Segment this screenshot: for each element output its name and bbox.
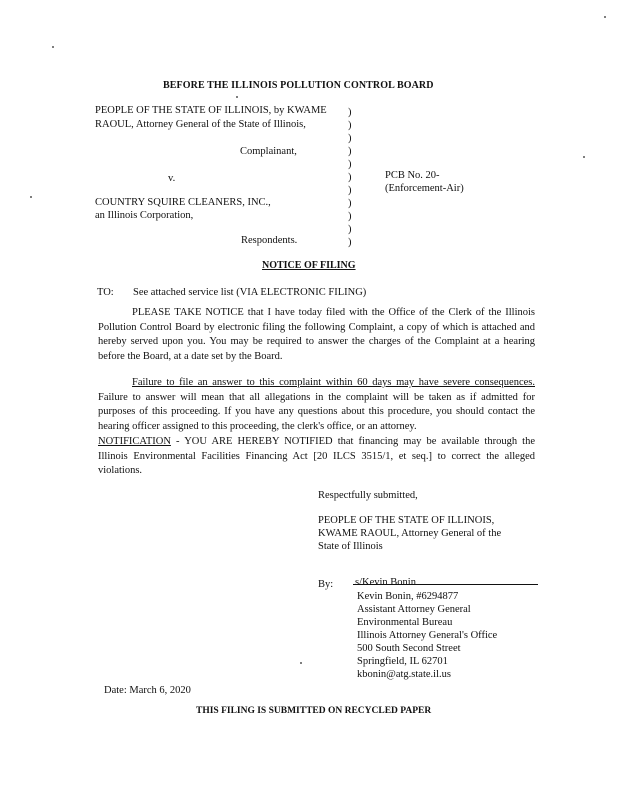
defendant-line-1: COUNTRY SQUIRE CLEANERS, INC.,: [95, 197, 271, 208]
defendant-line-2: an Illinois Corporation,: [95, 210, 194, 221]
filing-date: Date: March 6, 2020: [104, 685, 191, 696]
notification-text: - YOU ARE HEREBY NOTIFIED that financing may be available through the Illinois Environmental Facilities Financing Act [20 ILCS 3515/1, et seq.] to correct the alleged violations.: [98, 436, 535, 476]
scan-speck: [52, 46, 54, 48]
notification-paragraph: [98, 435, 535, 479]
attorney-bureau: Environmental Bureau: [357, 617, 453, 628]
scan-speck: [583, 156, 585, 158]
attorney-street: 500 South Second Street: [357, 643, 461, 654]
attorney-city: Springfield, IL 62701: [357, 656, 448, 667]
signatory-line-2: KWAME RAOUL, Attorney General of the: [318, 528, 502, 539]
warning-paragraph: [98, 376, 535, 434]
notice-title: NOTICE OF FILING: [262, 260, 356, 271]
scan-speck: [236, 96, 238, 98]
signature-line: [353, 584, 538, 585]
caption-bracket: ) ) ) ) ) ) ) ) ) ) ): [348, 107, 352, 248]
signatory-line-3: State of Illinois: [318, 541, 383, 552]
versus-label: v.: [168, 173, 176, 184]
closing-text: Respectfully submitted,: [318, 490, 418, 501]
court-heading: BEFORE THE ILLINOIS POLLUTION CONTROL BOARD: [163, 80, 434, 91]
scan-speck: [30, 196, 32, 198]
case-number: PCB No. 20-: [385, 170, 440, 181]
plaintiff-line-1: PEOPLE OF THE STATE OF ILLINOIS, by KWAME: [95, 105, 327, 116]
attorney-name: Kevin Bonin, #6294877: [357, 591, 459, 602]
respondents-label: Respondents.: [241, 235, 298, 246]
complainant-label: Complainant,: [240, 146, 297, 157]
attorney-email: kbonin@atg.state.il.us: [357, 669, 451, 680]
attorney-office: Illinois Attorney General's Office: [357, 630, 498, 641]
notification-label: NOTIFICATION: [98, 436, 171, 447]
recycled-paper-footer: THIS FILING IS SUBMITTED ON RECYCLED PAPER: [196, 706, 432, 716]
notice-paragraph: [98, 306, 535, 364]
to-recipients: See attached service list (VIA ELECTRONIC FILING): [133, 287, 367, 298]
attorney-title: Assistant Attorney General: [357, 604, 471, 615]
signatory-line-1: PEOPLE OF THE STATE OF ILLINOIS,: [318, 515, 495, 526]
scan-speck: [604, 16, 606, 18]
notice-paragraph-text: PLEASE TAKE NOTICE that I have today filed with the Office of the Clerk of the Illinois Pollution Control Board by electronic filing the following Complaint, a copy of which is attached and hereby served upon you. You may be required to answer the charges of the Complaint at a hearing before the Board, at a date set by the Board.: [98, 307, 535, 362]
case-type: (Enforcement-Air): [385, 183, 464, 194]
plaintiff-line-2: RAOUL, Attorney General of the State of Illinois,: [95, 119, 306, 130]
by-label: By:: [318, 579, 334, 590]
electronic-signature: s/Kevin Bonin: [355, 577, 416, 588]
scan-speck: [300, 662, 302, 664]
to-label: TO:: [97, 287, 114, 298]
warning-text: Failure to answer will mean that all allegations in the complaint will be taken as if admitted for purposes of this proceeding. If you have any questions about this procedure, you should contact the hearing officer assigned to this proceeding, the clerk's office, or an attorney.: [98, 391, 535, 432]
warning-underlined: Failure to file an answer to this complaint within 60 days may have severe consequences.: [132, 377, 535, 388]
